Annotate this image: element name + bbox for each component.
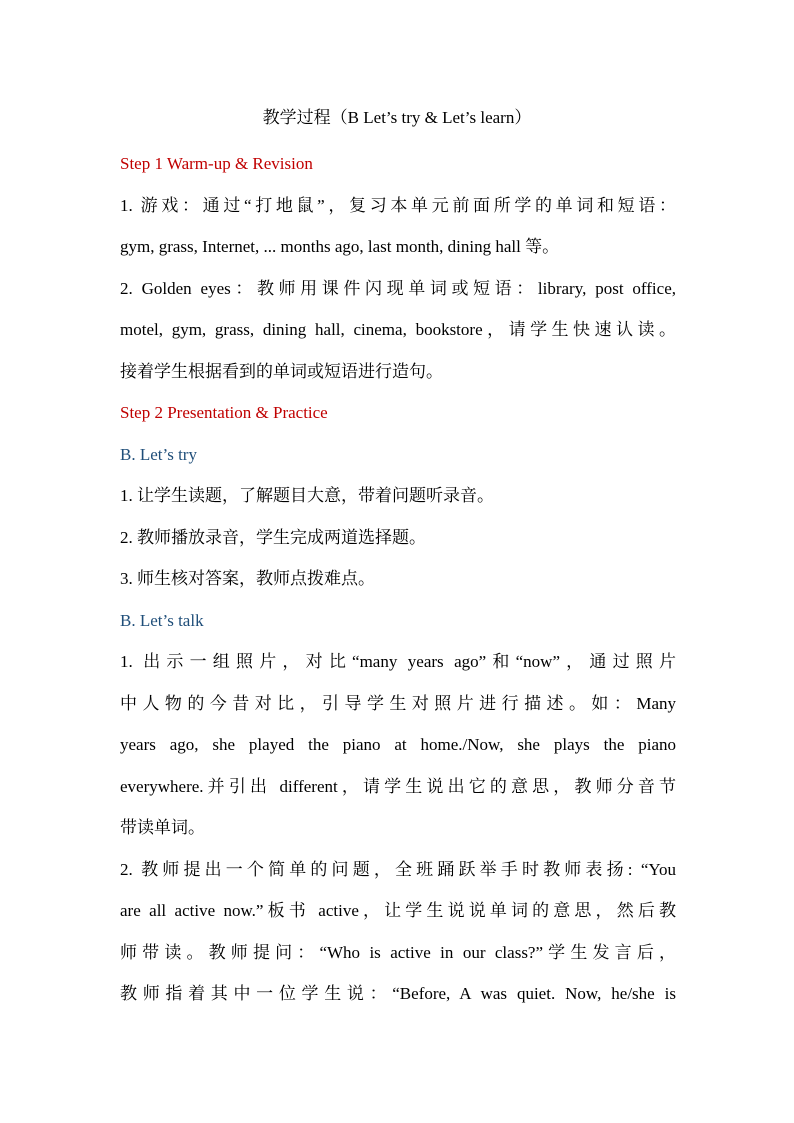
document-title: 教学过程（B Let’s try & Let’s learn）	[262, 108, 532, 127]
paragraph-line: 1. 游戏：通过“打地鼠”，复习本单元前面所学的单词和短语：	[120, 195, 676, 215]
paragraph-line: 接着学生根据看到的单词或短语进行造句。	[120, 361, 443, 381]
paragraph-line: 2. 教师提出一个简单的问题，全班踊跃举手时教师表扬: “You	[120, 859, 676, 879]
paragraph-line: years ago, she played the piano at home./Now, she plays the piano	[120, 735, 676, 754]
paragraph-line: motel, gym, grass, dining hall, cinema, bookstore，请学生快速认读。	[120, 320, 676, 339]
section-heading: Step 1 Warm-up & Revision	[120, 154, 313, 173]
paragraph-line: 2. 教师播放录音，学生完成两道选择题。	[120, 527, 426, 547]
paragraph-line: are all active now.”板书 active，让学生说说单词的意思，然后教	[120, 901, 676, 920]
document-body	[120, 143, 676, 1015]
paragraph-line: 2. Golden eyes：教师用课件闪现单词或短语：library, post office,	[120, 278, 676, 298]
paragraph-line: 师带读。教师提问：“Who is active in our class?”学生发言后，	[120, 942, 676, 962]
paragraph-line: 带读单词。	[120, 818, 205, 837]
paragraph-line: 1. 让学生读题，了解题目大意，带着问题听录音。	[120, 486, 494, 505]
paragraph-line: 3. 师生核对答案，教师点拨难点。	[120, 569, 375, 588]
paragraph-line: gym, grass, Internet, ... months ago, last month, dining hall 等。	[120, 237, 560, 256]
subsection-heading: B. Let’s talk	[120, 610, 204, 630]
section-heading: Step 2 Presentation & Practice	[120, 403, 328, 422]
paragraph-line: 中人物的今昔对比，引导学生对照片进行描述。如：Many	[120, 693, 676, 713]
paragraph-line: 1. 出示一组照片，对比“many years ago”和“now”，通过照片	[120, 652, 676, 671]
paragraph-line: 教师指着其中一位学生说：“Before, A was quiet. Now, he/she is	[120, 984, 676, 1003]
subsection-heading: B. Let’s try	[120, 444, 197, 464]
paragraph-line: everywhere.并引出 different，请学生说出它的意思，教师分音节	[120, 776, 676, 796]
